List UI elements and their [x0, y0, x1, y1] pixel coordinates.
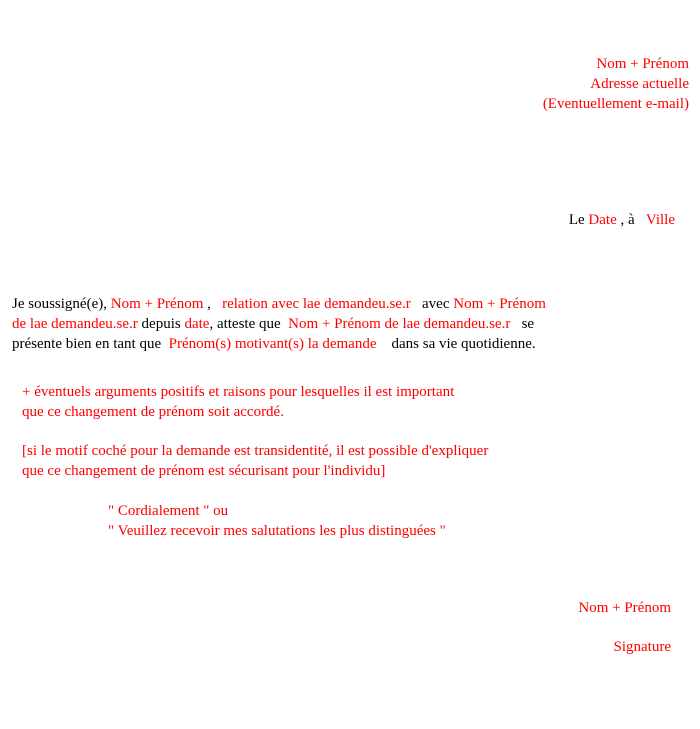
sender-address: Adresse actuelle — [590, 76, 689, 92]
intro-text: Je soussigné(e), — [12, 296, 111, 312]
attests-text: , atteste que — [209, 316, 289, 332]
relation-placeholder: relation avec lae demandeu.se.r — [222, 296, 411, 312]
with-text: avec — [410, 296, 454, 312]
sign-off-name: Nom + Prénom — [578, 600, 671, 616]
since-text: depuis — [137, 316, 185, 332]
applicant-name-part1: Nom + Prénom — [453, 296, 546, 312]
date-prefix: Le — [568, 212, 589, 228]
motivating-name-placeholder: Prénom(s) motivant(s) la demande — [168, 336, 377, 352]
arguments-paragraph — [22, 382, 454, 422]
sender-email: (Eventuellement e-mail) — [542, 96, 689, 112]
closing-formula — [108, 501, 446, 541]
presents-text: se — [510, 316, 535, 332]
sep-text: , — [203, 296, 223, 312]
daily-life-text: dans sa vie quotidienne. — [376, 336, 536, 352]
sender-block — [543, 54, 689, 114]
arguments-line-1: + éventuels arguments positifs et raisons pour lesquelles il est important — [22, 384, 455, 400]
transidentity-note — [22, 441, 488, 481]
attester-name: Nom + Prénom — [110, 296, 204, 312]
transidentity-line-2: que ce changement de prénom est sécurisant pour l'individu] — [22, 463, 386, 479]
attestation-paragraph — [12, 294, 546, 354]
applicant-name-full: Nom + Prénom de lae demandeu.se.r — [288, 316, 511, 332]
since-date-placeholder: date — [184, 316, 210, 332]
closing-line-1: " Cordialement " ou — [108, 503, 229, 519]
sender-name: Nom + Prénom — [596, 56, 689, 72]
presents-line2-text: présente bien en tant que — [12, 336, 169, 352]
date-line — [569, 210, 675, 230]
signature-placeholder: Signature — [613, 639, 671, 655]
transidentity-line-1: [si le motif coché pour la demande est transidentité, il est possible d'expliquer — [22, 443, 489, 459]
date-placeholder: Date — [588, 212, 617, 228]
city-placeholder: Ville — [645, 212, 675, 228]
date-separator: , à — [616, 212, 639, 228]
arguments-line-2: que ce changement de prénom soit accordé. — [22, 404, 284, 420]
applicant-name-part2: de lae demandeu.se.r — [12, 316, 138, 332]
closing-line-2: " Veuillez recevoir mes salutations les plus distinguées " — [108, 523, 446, 539]
